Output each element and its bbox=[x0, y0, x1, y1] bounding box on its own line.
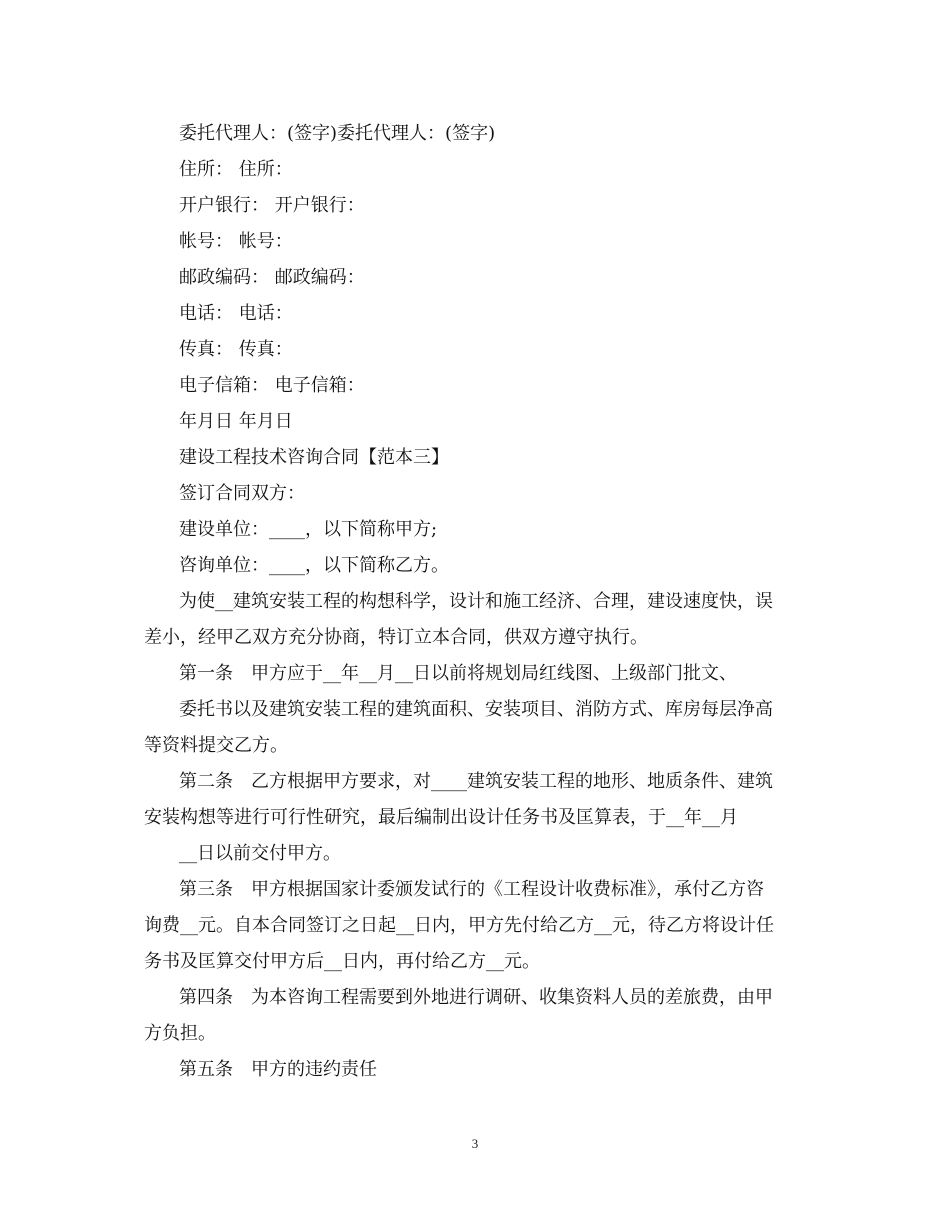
text-line: 传真： 传真： bbox=[179, 339, 293, 360]
text-line: 委托书以及建筑安装工程的建筑面积、安装项目、消防方式、库房每层净高 bbox=[179, 699, 773, 720]
article-line: 第四条 为本咨询工程需要到外地进行调研、收集资料人员的差旅费，由甲 bbox=[179, 987, 773, 1008]
article-line: 第五条 甲方的违约责任 bbox=[179, 1059, 377, 1080]
text-line: 咨询单位：____，以下简称乙方。 bbox=[179, 555, 449, 576]
text-line: 等资料提交乙方。 bbox=[144, 735, 288, 756]
text-line: 方负担。 bbox=[144, 1023, 216, 1044]
text-line: 开户银行： 开户银行： bbox=[179, 195, 365, 216]
text-line: 询费__元。自本合同签订之日起__日内，甲方先付给乙方__元，待乙方将设计任 bbox=[144, 915, 774, 936]
text-line: __日以前交付甲方。 bbox=[179, 843, 341, 864]
text-line: 为使__建筑安装工程的构想科学，设计和施工经济、合理，建设速度快，误 bbox=[179, 591, 773, 612]
text-line: 电话： 电话： bbox=[179, 303, 293, 324]
text-line: 电子信箱： 电子信箱： bbox=[179, 375, 365, 396]
text-line: 帐号： 帐号： bbox=[179, 231, 293, 252]
article-line: 第二条 乙方根据甲方要求，对____建筑安装工程的地形、地质条件、建筑 bbox=[179, 771, 773, 792]
text-line: 建设单位：____，以下简称甲方; bbox=[179, 519, 438, 540]
page-number: 3 bbox=[471, 1136, 479, 1151]
text-line: 委托代理人：(签字)委托代理人：(签字) bbox=[179, 123, 496, 144]
text-line: 务书及匡算交付甲方后__日内，再付给乙方__元。 bbox=[144, 951, 540, 972]
document-body bbox=[144, 116, 806, 1088]
text-line: 邮政编码： 邮政编码： bbox=[179, 267, 365, 288]
text-line: 差小，经甲乙双方充分协商，特订立本合同，供双方遵守执行。 bbox=[144, 627, 648, 648]
text-line: 签订合同双方： bbox=[179, 483, 305, 504]
text-line: 年月日 年月日 bbox=[179, 411, 293, 432]
article-line: 第三条 甲方根据国家计委颁发试行的《工程设计收费标准》，承付乙方咨 bbox=[179, 879, 764, 900]
article-line: 第一条 甲方应于__年__月__日以前将规划局红线图、上级部门批文、 bbox=[179, 663, 737, 684]
text-line: 住所： 住所： bbox=[179, 159, 293, 180]
text-line: 安装构想等进行可行性研究，最后编制出设计任务书及匡算表，于__年__月 bbox=[144, 807, 738, 828]
section-title: 建设工程技术咨询合同【范本三】 bbox=[179, 447, 449, 468]
